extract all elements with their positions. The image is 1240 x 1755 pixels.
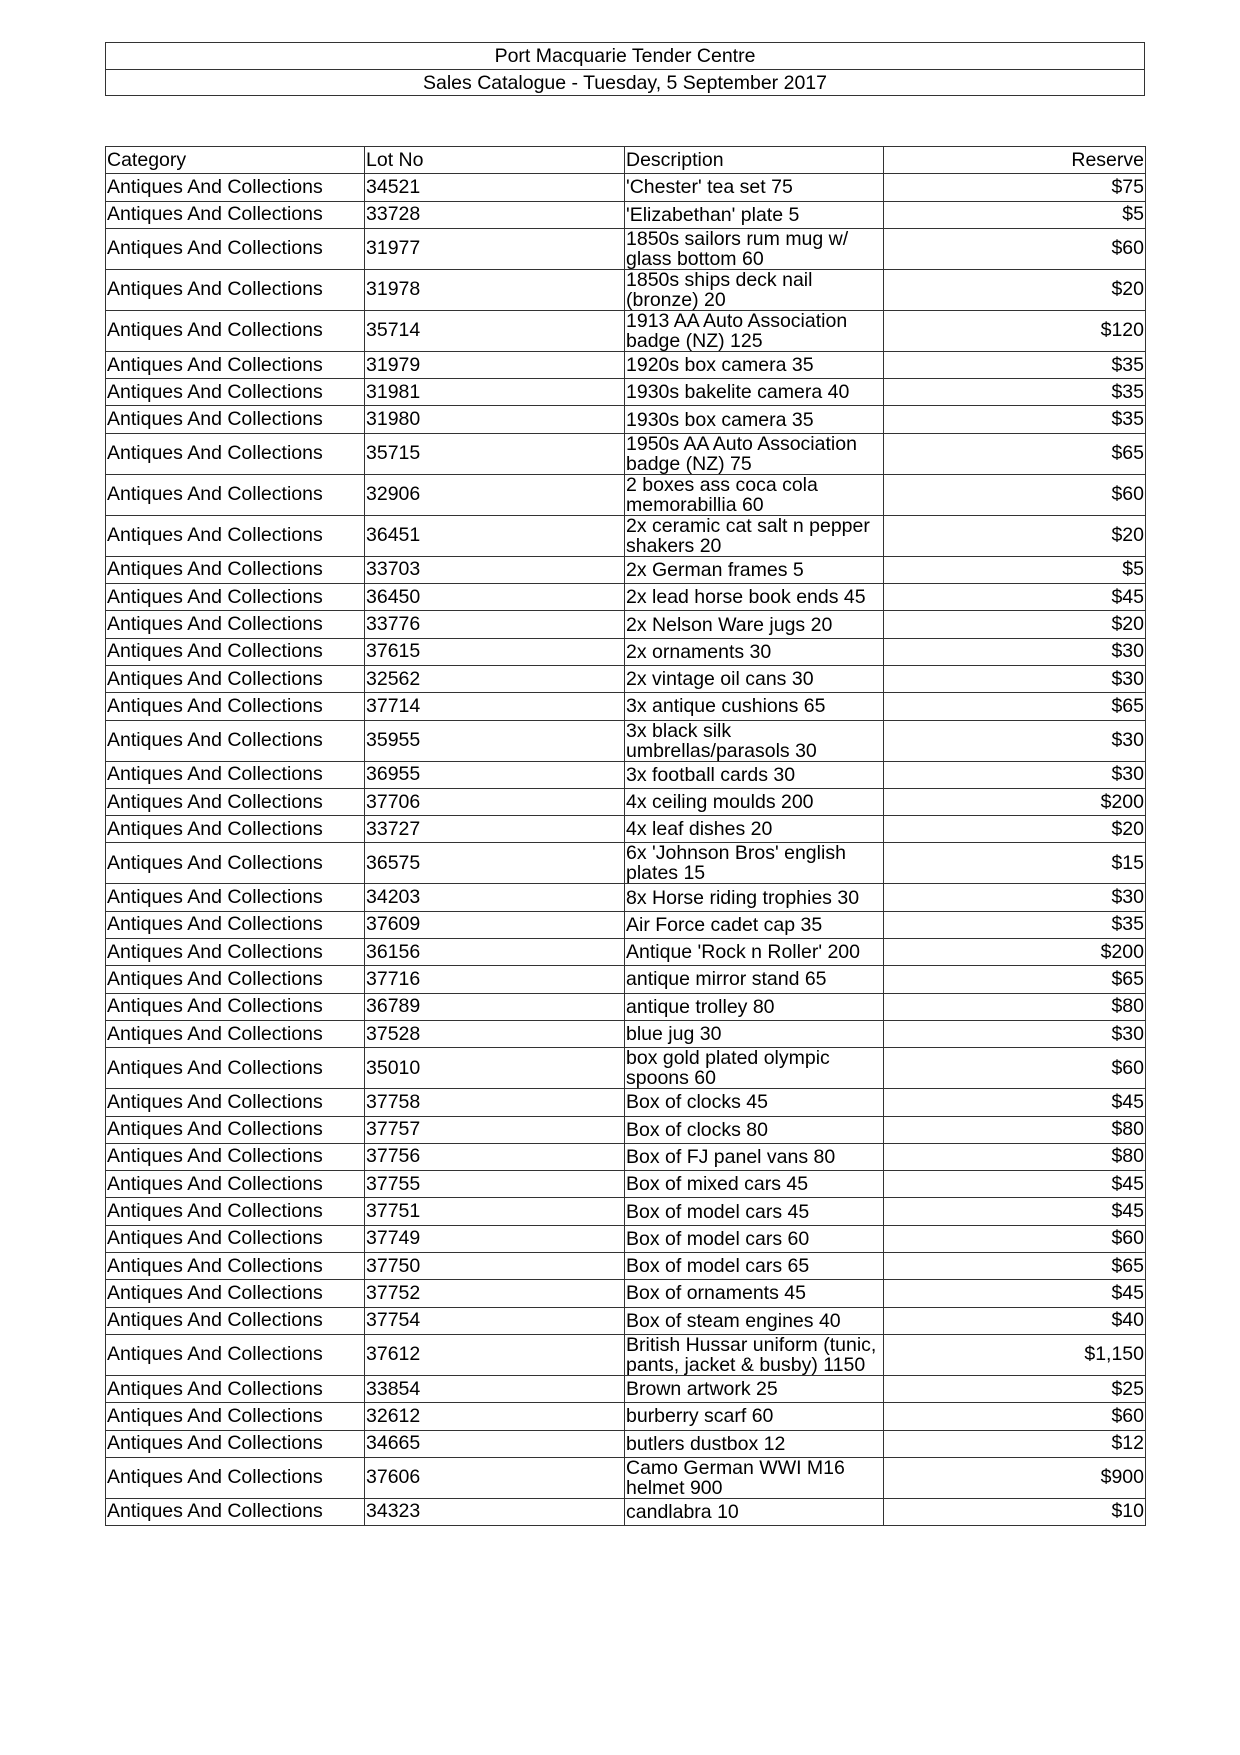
cell-reserve: $900: [884, 1457, 1146, 1498]
table-row: [106, 406, 1146, 433]
cell-lot-no: 37754: [365, 1307, 625, 1334]
cell-category: Antiques And Collections: [106, 611, 365, 638]
cell-reserve: $80: [884, 1143, 1146, 1170]
table-row: [106, 351, 1146, 378]
cell-category: Antiques And Collections: [106, 1498, 365, 1525]
cell-reserve: $200: [884, 788, 1146, 815]
table-row: [106, 201, 1146, 228]
cell-category: Antiques And Collections: [106, 379, 365, 406]
cell-description: 1950s AA Auto Association badge (NZ) 75: [625, 433, 884, 474]
table-row: [106, 966, 1146, 993]
cell-lot-no: 37750: [365, 1253, 625, 1280]
cell-category: Antiques And Collections: [106, 269, 365, 310]
cell-reserve: $1,150: [884, 1334, 1146, 1375]
cell-category: Antiques And Collections: [106, 939, 365, 966]
table-row: [106, 584, 1146, 611]
table-row: [106, 1225, 1146, 1252]
table-row: [106, 1498, 1146, 1525]
cell-lot-no: 37706: [365, 788, 625, 815]
cell-description: Box of model cars 45: [625, 1198, 884, 1225]
cell-reserve: $25: [884, 1375, 1146, 1402]
cell-category: Antiques And Collections: [106, 310, 365, 351]
column-header-description: Description: [625, 147, 884, 174]
table-row: [106, 993, 1146, 1020]
cell-description: antique mirror stand 65: [625, 966, 884, 993]
table-row: [106, 761, 1146, 788]
cell-category: Antiques And Collections: [106, 638, 365, 665]
cell-reserve: $200: [884, 939, 1146, 966]
cell-lot-no: 37752: [365, 1280, 625, 1307]
cell-category: Antiques And Collections: [106, 201, 365, 228]
cell-description: 2x ceramic cat salt n pepper shakers 20: [625, 515, 884, 556]
cell-description: 1850s ships deck nail (bronze) 20: [625, 269, 884, 310]
cell-description: box gold plated olympic spoons 60: [625, 1048, 884, 1089]
cell-reserve: $35: [884, 406, 1146, 433]
cell-reserve: $65: [884, 966, 1146, 993]
table-header-row: [106, 147, 1146, 174]
cell-lot-no: 31980: [365, 406, 625, 433]
cell-reserve: $80: [884, 993, 1146, 1020]
cell-reserve: $80: [884, 1116, 1146, 1143]
cell-category: Antiques And Collections: [106, 884, 365, 911]
cell-reserve: $60: [884, 228, 1146, 269]
cell-description: 3x antique cushions 65: [625, 693, 884, 720]
table-row: [106, 1171, 1146, 1198]
cell-description: 'Elizabethan' plate 5: [625, 201, 884, 228]
cell-description: Box of model cars 60: [625, 1225, 884, 1252]
cell-reserve: $30: [884, 884, 1146, 911]
cell-lot-no: 36789: [365, 993, 625, 1020]
table-row: [106, 1430, 1146, 1457]
table-row: [106, 1307, 1146, 1334]
cell-lot-no: 36450: [365, 584, 625, 611]
table-row: [106, 474, 1146, 515]
cell-description: 8x Horse riding trophies 30: [625, 884, 884, 911]
cell-lot-no: 33776: [365, 611, 625, 638]
cell-description: butlers dustbox 12: [625, 1430, 884, 1457]
cell-category: Antiques And Collections: [106, 1143, 365, 1170]
cell-category: Antiques And Collections: [106, 993, 365, 1020]
cell-category: Antiques And Collections: [106, 1375, 365, 1402]
cell-reserve: $45: [884, 1280, 1146, 1307]
cell-lot-no: 36575: [365, 843, 625, 884]
cell-description: 2x ornaments 30: [625, 638, 884, 665]
table-row: [106, 1048, 1146, 1089]
cell-category: Antiques And Collections: [106, 1334, 365, 1375]
cell-lot-no: 37751: [365, 1198, 625, 1225]
cell-reserve: $20: [884, 515, 1146, 556]
cell-description: 4x leaf dishes 20: [625, 816, 884, 843]
document-subtitle: Sales Catalogue - Tuesday, 5 September 2017: [106, 69, 1144, 95]
cell-reserve: $20: [884, 269, 1146, 310]
cell-lot-no: 35715: [365, 433, 625, 474]
cell-lot-no: 33854: [365, 1375, 625, 1402]
cell-lot-no: 36156: [365, 939, 625, 966]
table-row: [106, 611, 1146, 638]
cell-lot-no: 37615: [365, 638, 625, 665]
cell-category: Antiques And Collections: [106, 843, 365, 884]
cell-lot-no: 31981: [365, 379, 625, 406]
cell-reserve: $60: [884, 474, 1146, 515]
table-row: [106, 843, 1146, 884]
table-row: [106, 174, 1146, 201]
table-row: [106, 1253, 1146, 1280]
cell-reserve: $20: [884, 611, 1146, 638]
table-row: [106, 884, 1146, 911]
cell-description: Box of ornaments 45: [625, 1280, 884, 1307]
cell-description: 2 boxes ass coca cola memorabillia 60: [625, 474, 884, 515]
cell-description: candlabra 10: [625, 1498, 884, 1525]
cell-reserve: $45: [884, 1171, 1146, 1198]
cell-category: Antiques And Collections: [106, 433, 365, 474]
cell-description: 4x ceiling moulds 200: [625, 788, 884, 815]
cell-reserve: $45: [884, 1089, 1146, 1116]
cell-lot-no: 34203: [365, 884, 625, 911]
cell-lot-no: 33727: [365, 816, 625, 843]
table-row: [106, 1089, 1146, 1116]
cell-lot-no: 37756: [365, 1143, 625, 1170]
table-row: [106, 515, 1146, 556]
cell-reserve: $35: [884, 379, 1146, 406]
cell-lot-no: 37609: [365, 911, 625, 938]
cell-description: Camo German WWI M16 helmet 900: [625, 1457, 884, 1498]
table-row: [106, 228, 1146, 269]
cell-description: 2x lead horse book ends 45: [625, 584, 884, 611]
cell-lot-no: 37749: [365, 1225, 625, 1252]
cell-lot-no: 36955: [365, 761, 625, 788]
cell-category: Antiques And Collections: [106, 228, 365, 269]
cell-lot-no: 36451: [365, 515, 625, 556]
column-header-category: Category: [106, 147, 365, 174]
table-row: [106, 379, 1146, 406]
cell-category: Antiques And Collections: [106, 1171, 365, 1198]
cell-lot-no: 37716: [365, 966, 625, 993]
cell-lot-no: 35955: [365, 720, 625, 761]
cell-category: Antiques And Collections: [106, 816, 365, 843]
cell-description: Box of FJ panel vans 80: [625, 1143, 884, 1170]
cell-category: Antiques And Collections: [106, 761, 365, 788]
cell-category: Antiques And Collections: [106, 174, 365, 201]
cell-reserve: $10: [884, 1498, 1146, 1525]
table-row: [106, 1375, 1146, 1402]
cell-lot-no: 37714: [365, 693, 625, 720]
table-row: [106, 1457, 1146, 1498]
cell-reserve: $60: [884, 1403, 1146, 1430]
table-row: [106, 693, 1146, 720]
cell-lot-no: 37757: [365, 1116, 625, 1143]
cell-lot-no: 35010: [365, 1048, 625, 1089]
cell-category: Antiques And Collections: [106, 665, 365, 692]
table-row: [106, 939, 1146, 966]
cell-lot-no: 33728: [365, 201, 625, 228]
table-row: [106, 665, 1146, 692]
cell-category: Antiques And Collections: [106, 1020, 365, 1047]
cell-category: Antiques And Collections: [106, 1225, 365, 1252]
cell-reserve: $5: [884, 556, 1146, 583]
cell-lot-no: 37758: [365, 1089, 625, 1116]
table-row: [106, 310, 1146, 351]
cell-description: 6x 'Johnson Bros' english plates 15: [625, 843, 884, 884]
cell-reserve: $75: [884, 174, 1146, 201]
table-row: [106, 269, 1146, 310]
table-row: [106, 911, 1146, 938]
cell-category: Antiques And Collections: [106, 1198, 365, 1225]
cell-reserve: $35: [884, 351, 1146, 378]
cell-description: Box of model cars 65: [625, 1253, 884, 1280]
cell-reserve: $65: [884, 433, 1146, 474]
cell-description: 2x vintage oil cans 30: [625, 665, 884, 692]
table-row: [106, 720, 1146, 761]
cell-category: Antiques And Collections: [106, 1253, 365, 1280]
table-row: [106, 1116, 1146, 1143]
cell-reserve: $65: [884, 693, 1146, 720]
cell-description: 1913 AA Auto Association badge (NZ) 125: [625, 310, 884, 351]
cell-reserve: $65: [884, 1253, 1146, 1280]
cell-category: Antiques And Collections: [106, 1307, 365, 1334]
cell-reserve: $30: [884, 761, 1146, 788]
cell-lot-no: 32612: [365, 1403, 625, 1430]
cell-reserve: $30: [884, 638, 1146, 665]
cell-reserve: $45: [884, 1198, 1146, 1225]
table-row: [106, 433, 1146, 474]
table-row: [106, 1143, 1146, 1170]
cell-description: Antique 'Rock n Roller' 200: [625, 939, 884, 966]
table-body: [106, 174, 1146, 1526]
cell-description: 1930s bakelite camera 40: [625, 379, 884, 406]
cell-description: Box of clocks 45: [625, 1089, 884, 1116]
cell-reserve: $30: [884, 720, 1146, 761]
cell-category: Antiques And Collections: [106, 351, 365, 378]
cell-category: Antiques And Collections: [106, 1116, 365, 1143]
cell-category: Antiques And Collections: [106, 515, 365, 556]
cell-reserve: $45: [884, 584, 1146, 611]
cell-description: 3x football cards 30: [625, 761, 884, 788]
cell-reserve: $5: [884, 201, 1146, 228]
table-row: [106, 816, 1146, 843]
cell-category: Antiques And Collections: [106, 1089, 365, 1116]
cell-lot-no: 33703: [365, 556, 625, 583]
table-row: [106, 1334, 1146, 1375]
table-row: [106, 1280, 1146, 1307]
cell-description: 2x Nelson Ware jugs 20: [625, 611, 884, 638]
cell-description: 1850s sailors rum mug w/ glass bottom 60: [625, 228, 884, 269]
cell-description: antique trolley 80: [625, 993, 884, 1020]
cell-lot-no: 31978: [365, 269, 625, 310]
cell-lot-no: 34665: [365, 1430, 625, 1457]
cell-reserve: $30: [884, 665, 1146, 692]
cell-lot-no: 31977: [365, 228, 625, 269]
cell-reserve: $60: [884, 1225, 1146, 1252]
table-row: [106, 1020, 1146, 1047]
cell-reserve: $15: [884, 843, 1146, 884]
cell-reserve: $35: [884, 911, 1146, 938]
cell-category: Antiques And Collections: [106, 1430, 365, 1457]
catalogue-table: [105, 146, 1146, 1526]
cell-category: Antiques And Collections: [106, 720, 365, 761]
cell-category: Antiques And Collections: [106, 1280, 365, 1307]
cell-description: 1930s box camera 35: [625, 406, 884, 433]
cell-category: Antiques And Collections: [106, 474, 365, 515]
cell-description: 1920s box camera 35: [625, 351, 884, 378]
table-row: [106, 638, 1146, 665]
cell-description: burberry scarf 60: [625, 1403, 884, 1430]
cell-category: Antiques And Collections: [106, 693, 365, 720]
cell-lot-no: 37755: [365, 1171, 625, 1198]
catalogue-header: [105, 42, 1145, 96]
cell-category: Antiques And Collections: [106, 1403, 365, 1430]
cell-category: Antiques And Collections: [106, 584, 365, 611]
cell-description: Box of clocks 80: [625, 1116, 884, 1143]
cell-description: Brown artwork 25: [625, 1375, 884, 1402]
cell-lot-no: 35714: [365, 310, 625, 351]
cell-lot-no: 37606: [365, 1457, 625, 1498]
column-header-lot-no: Lot No: [365, 147, 625, 174]
cell-lot-no: 34521: [365, 174, 625, 201]
cell-description: 2x German frames 5: [625, 556, 884, 583]
cell-lot-no: 34323: [365, 1498, 625, 1525]
cell-description: British Hussar uniform (tunic, pants, jacket & busby) 1150: [625, 1334, 884, 1375]
cell-reserve: $120: [884, 310, 1146, 351]
cell-category: Antiques And Collections: [106, 556, 365, 583]
cell-lot-no: 32906: [365, 474, 625, 515]
document-title: Port Macquarie Tender Centre: [494, 45, 756, 67]
cell-category: Antiques And Collections: [106, 1457, 365, 1498]
table-row: [106, 1198, 1146, 1225]
cell-description: 'Chester' tea set 75: [625, 174, 884, 201]
cell-category: Antiques And Collections: [106, 406, 365, 433]
cell-category: Antiques And Collections: [106, 911, 365, 938]
cell-description: 3x black silk umbrellas/parasols 30: [625, 720, 884, 761]
cell-lot-no: 37528: [365, 1020, 625, 1047]
cell-lot-no: 37612: [365, 1334, 625, 1375]
cell-reserve: $60: [884, 1048, 1146, 1089]
table-row: [106, 1403, 1146, 1430]
column-header-reserve: Reserve: [884, 147, 1146, 174]
cell-description: Air Force cadet cap 35: [625, 911, 884, 938]
cell-reserve: $30: [884, 1020, 1146, 1047]
table-row: [106, 788, 1146, 815]
cell-reserve: $20: [884, 816, 1146, 843]
cell-reserve: $12: [884, 1430, 1146, 1457]
cell-description: blue jug 30: [625, 1020, 884, 1047]
cell-description: Box of mixed cars 45: [625, 1171, 884, 1198]
cell-category: Antiques And Collections: [106, 1048, 365, 1089]
cell-description: Box of steam engines 40: [625, 1307, 884, 1334]
cell-lot-no: 32562: [365, 665, 625, 692]
cell-lot-no: 31979: [365, 351, 625, 378]
cell-category: Antiques And Collections: [106, 788, 365, 815]
cell-reserve: $40: [884, 1307, 1146, 1334]
table-row: [106, 556, 1146, 583]
cell-category: Antiques And Collections: [106, 966, 365, 993]
